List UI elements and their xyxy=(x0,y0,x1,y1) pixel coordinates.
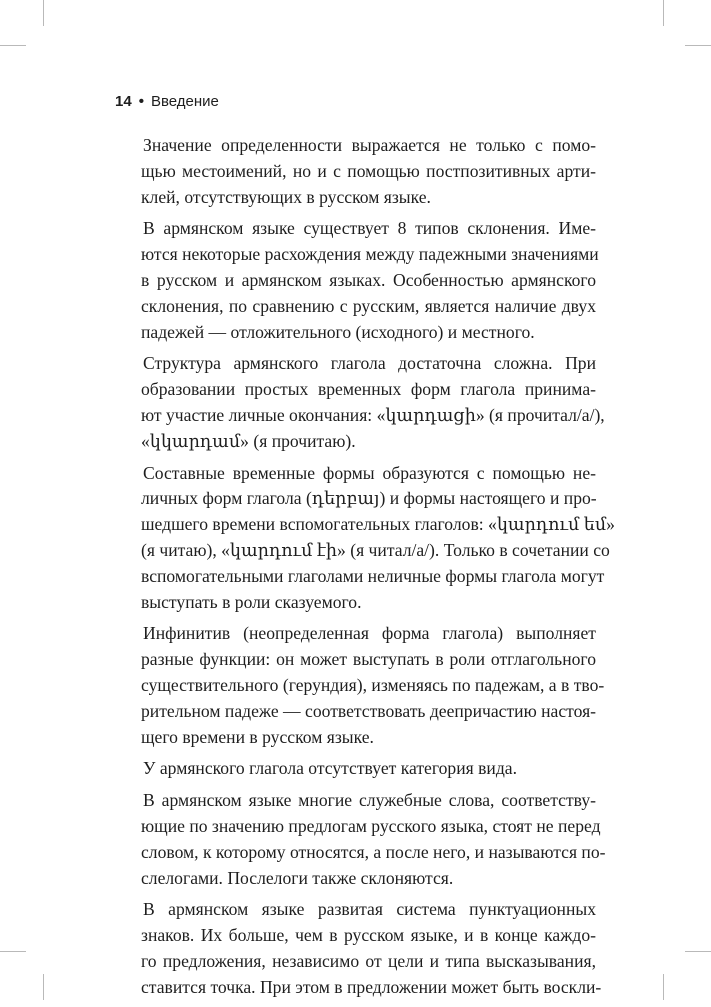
text-line: падежей — отложительного (исходного) и местного. xyxy=(141,321,535,342)
text-line: выступать в роли сказуемого. xyxy=(141,591,362,612)
text-line: Значение определенности выражается не только с помо- xyxy=(143,135,596,155)
text-line: словом, к которому относятся, а после него, и называются по- xyxy=(141,841,606,862)
text-line: ющие по значению предлогам русского языка, стоят не перед xyxy=(141,815,601,836)
text-line: щего времени в русском языке. xyxy=(141,726,374,747)
header-separator: • xyxy=(138,93,144,110)
paragraph xyxy=(115,461,615,616)
paragraph xyxy=(115,788,606,891)
paragraph xyxy=(115,216,599,345)
crop-mark-bottom-right xyxy=(663,974,664,1000)
text-line: «կկարդամ» (я прочитаю). xyxy=(141,430,356,451)
text-line: личных форм глагола (դերբայ) и формы настоящего и про- xyxy=(141,488,597,509)
text-line: Структура армянского глагола достаточна сложна. При xyxy=(143,353,596,374)
text-line: шедшего времени вспомогательных глаголов: «կարդում եմ» xyxy=(141,514,615,535)
paragraph xyxy=(115,756,596,782)
crop-mark-left-top xyxy=(0,45,26,46)
text-line: образовании простых временных форм глагола принима- xyxy=(141,379,596,400)
text-line: ставится точка. При этом в предложении может быть воскли- xyxy=(141,976,602,997)
section-title: Введение xyxy=(150,93,219,110)
text-line: В армянском языке существует 8 типов склонения. Име- xyxy=(143,218,596,239)
text-line: клей, отсутствующих в русском языке. xyxy=(141,186,431,207)
text-line: В армянском языке развитая система пунктуационных xyxy=(143,899,596,920)
crop-mark-left-bottom xyxy=(0,951,26,952)
crop-mark-top-right xyxy=(663,0,664,26)
text-line: В армянском языке многие служебные слова, соответству- xyxy=(143,790,596,811)
text-line: (я читаю), «կարդում էի» (я читал/а/). Только в сочетании со xyxy=(141,539,610,560)
text-line: щью местоимений, но и с помощью постпозитивных арти- xyxy=(141,160,596,181)
text-line: ют участие личные окончания: «կարդացի» (я прочитал/а/), xyxy=(141,404,605,425)
paragraph xyxy=(115,621,605,750)
paragraph xyxy=(115,351,605,454)
text-line: в русском и армянском языках. Особенностью армянского xyxy=(141,269,596,290)
crop-mark-right-top xyxy=(685,45,711,46)
crop-mark-right-bottom xyxy=(685,951,711,952)
page-number: 14 xyxy=(115,93,132,110)
text-line: У армянского глагола отсутствует категория вида. xyxy=(143,758,518,779)
text-line: рительном падеже — соответствовать деепричастию настоя- xyxy=(141,700,597,721)
crop-mark-top-left xyxy=(43,0,44,26)
text-line: склонения, по сравнению с русским, является наличие двух xyxy=(141,295,596,316)
text-line: го предложения, независимо от цели и типа высказывания, xyxy=(141,950,596,971)
text-line: ются некоторые расхождения между падежными значениями xyxy=(141,244,599,265)
text-line: вспомогательными глаголами неличные формы глагола могут xyxy=(141,565,605,586)
paragraph xyxy=(115,133,596,210)
body-text xyxy=(115,133,615,1007)
text-line: Инфинитив (неопределенная форма глагола) выполняет xyxy=(143,623,596,644)
text-line: существительного (герундия), изменяясь по падежам, а в тво- xyxy=(141,674,605,695)
text-line: Составные временные формы образуются с помощью не- xyxy=(143,462,596,483)
paragraph xyxy=(115,897,602,1000)
running-header xyxy=(115,93,219,110)
text-line: разные функции: он может выступать в роли отглагольного xyxy=(141,649,596,670)
text-line: слелогами. Послелоги также склоняются. xyxy=(141,867,454,888)
crop-mark-bottom-left xyxy=(43,974,44,1000)
text-line: знаков. Их больше, чем в русском языке, и в конце каждо- xyxy=(141,925,596,946)
